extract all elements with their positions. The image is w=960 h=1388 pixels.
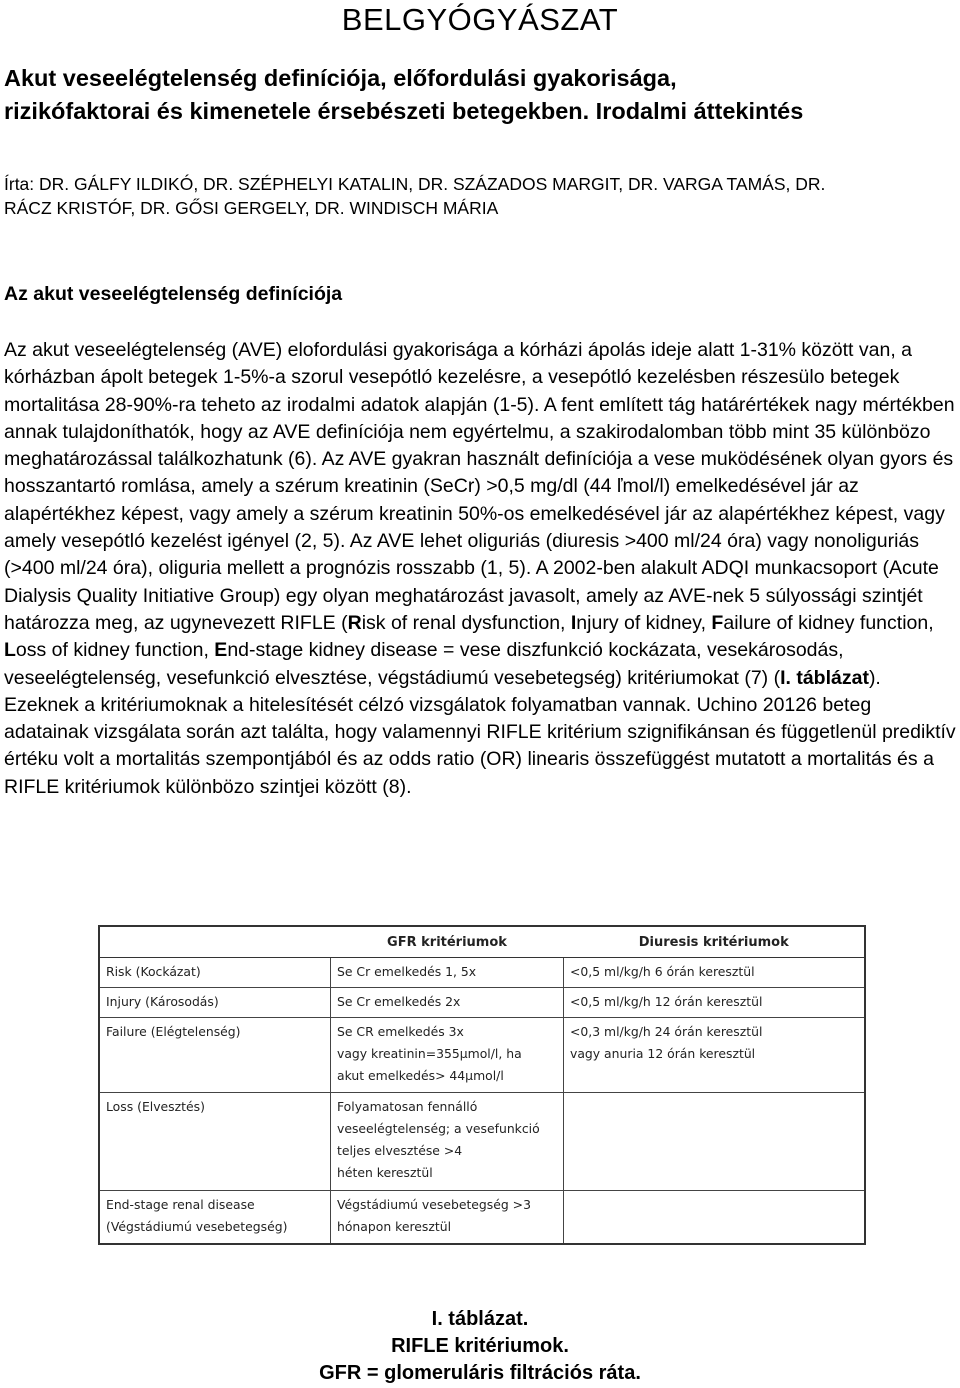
- paragraph-1-text: Az akut veseelégtelenség (AVE) elofordulási gyakorisága a kórházi ápolás ideje alatt 1-31% között van, a kórházban ápolt betegek 1-5%-a szorul vesepótló kezelésre, a vesepótló kezelésben részesülo betegek mortalitása 28-90%-ra teheto az irodalmi adatok alapján (1-5). A fent említett tág határértékek nagy mértékben annak tulajdoníthatók, hogy az AVE definíciója nem egyértelmu, a szakirodalomban több mint 35 különbözo meghatározással találkozhatunk (6). Az AVE gyakran használt definíciója a vese muködésének olyan gyors és hosszantartó romlása, amely a szérum kreatinin (SeCr) >0,5 mg/dl (44 ľmol/l) emelkedésével jár az alapértékhez képest, vagy amely a szérum kreatinin 50%-os emelkedésével jár az alapértékhez képest, vagy amely vesepótló kezelést igényel (2, 5). Az AVE lehet oliguriás (diuresis >400 ml/24 óra) vagy nonoliguriás (>400 ml/24 óra), oliguria mellett a prognózis rosszabb (1, 5). A 2002-ben alakult ADQI munkacsoport (Acute Dialysis Quality Initiative Group) egy olyan meghatározást javasolt, amely az AVE-nek 5 súlyossági szintjét határozza meg, az ugynevezett RIFLE (: [4, 339, 955, 634]
- table-cell-diuresis: [564, 1017, 865, 1092]
- rifle-letter-e: E: [214, 639, 228, 662]
- table-cell-line: héten keresztül: [337, 1165, 433, 1181]
- rifle-letter-f: F: [711, 611, 724, 634]
- table-cell-gfr: [331, 987, 564, 1017]
- table-row: [100, 1017, 864, 1092]
- table-caption: [0, 1306, 960, 1387]
- table-row: [100, 987, 864, 1017]
- paragraph-1-text: njury of kidney,: [576, 611, 712, 634]
- table-cell-line: teljes elvesztése >4: [337, 1143, 463, 1159]
- table-header-stage: [100, 927, 331, 958]
- article-title: [4, 62, 954, 128]
- article-title-line-1: Akut veseelégtelenség definíciója, előfordulási gyakorisága,: [4, 65, 677, 91]
- rifle-letter-l: L: [4, 639, 16, 662]
- table-cell-gfr: [331, 1191, 564, 1243]
- caption-line-3: GFR = glomeruláris filtrációs ráta.: [319, 1362, 641, 1384]
- table-cell-line: Se CR emelkedés 3x: [337, 1023, 464, 1039]
- table-cell-diuresis: [564, 1093, 865, 1191]
- table-cell-gfr: [331, 1093, 564, 1191]
- table-cell-line: Risk (Kockázat): [106, 964, 201, 979]
- table-header-diuresis: Diuresis kritériumok: [564, 927, 865, 958]
- article-body: [4, 337, 956, 801]
- table-cell-diuresis: [564, 987, 865, 1017]
- table-cell-diuresis: [564, 958, 865, 988]
- table-cell-line: <0,3 ml/kg/h 24 órán keresztül: [570, 1023, 763, 1039]
- rifle-letter-i: I: [570, 611, 577, 634]
- caption-line-1: I. táblázat.: [431, 1308, 529, 1330]
- section-heading: Az akut veseelégtelenség definíciója: [4, 283, 343, 305]
- table-cell-line: veseelégtelenség; a vesefunkció: [337, 1121, 540, 1137]
- table-cell-line: Loss (Elvesztés): [106, 1099, 205, 1115]
- table-cell-stage: [100, 987, 331, 1017]
- table-header-gfr: GFR kritériumok: [331, 927, 564, 958]
- author-line-1: Írta: DR. GÁLFY ILDIKÓ, DR. SZÉPHELYI KATALIN, DR. SZÁZADOS MARGIT, DR. VARGA TAMÁS, DR.: [4, 174, 826, 194]
- table-cell-line: End-stage renal disease: [106, 1197, 255, 1213]
- table-cell-gfr: [331, 958, 564, 988]
- table-cell-stage: [100, 958, 331, 988]
- table-cell-line: Injury (Károsodás): [106, 993, 219, 1009]
- author-list: [4, 172, 954, 220]
- rifle-table: [100, 927, 864, 1243]
- table-cell-stage: [100, 1093, 331, 1191]
- paragraph-2: Ezeknek a kritériumoknak a hitelesítését célzó vizsgálatok folyamatban vannak. Uchino 20126 beteg adatainak vizsgálata során azt találta, hogy valamennyi RIFLE kritérium szignifikánsan és függetlenül prediktív értéku volt a mortalitás szempontjából és az odds ratio (OR) linearis összefüggést mutatott a mortalitás és a RIFLE kritériumok különbözo szintjei között (8).: [4, 693, 956, 798]
- table-cell-line: (Végstádiumú vesebetegség): [106, 1219, 288, 1235]
- table-cell-line: Folyamatosan fennálló: [337, 1099, 478, 1115]
- table-cell-line: Se Cr emelkedés 1, 5x: [337, 964, 477, 979]
- table-cell-line: <0,5 ml/kg/h 6 órán keresztül: [570, 964, 755, 979]
- table-cell-line: akut emelkedés> 44µmol/l: [337, 1067, 504, 1083]
- caption-line-2: RIFLE kritériumok.: [391, 1335, 569, 1357]
- paragraph-1: [4, 337, 956, 692]
- table-cell-line: Se Cr emelkedés 2x: [337, 993, 461, 1009]
- table-cell-line: vagy anuria 12 órán keresztül: [570, 1045, 756, 1061]
- journal-section-title: BELGYÓGYÁSZAT: [341, 2, 619, 37]
- table-cell-gfr: [331, 1017, 564, 1092]
- table-cell-line: <0,5 ml/kg/h 12 órán keresztül: [570, 993, 763, 1009]
- paragraph-1-text: nd-stage kidney disease = vese diszfunkció kockázata, vesekárosodás, veseelégtelenség, vesefunkció elvesztése, végstádiumú vesebetegség) kritériumokat (7) (: [4, 639, 844, 689]
- author-line-2: RÁCZ KRISTÓF, DR. GŐSI GERGELY, DR. WINDISCH MÁRIA: [4, 198, 499, 218]
- table-cell-diuresis: [564, 1191, 865, 1243]
- rifle-criteria-table: [98, 925, 866, 1245]
- rifle-letter-r: R: [347, 611, 362, 634]
- table-cell-line: Failure (Elégtelenség): [106, 1023, 241, 1039]
- table-row: [100, 958, 864, 988]
- paragraph-1-text: ).: [868, 666, 881, 689]
- table-header-row: [100, 927, 864, 958]
- table-cell-stage: [100, 1017, 331, 1092]
- table-reference: I. táblázat: [780, 666, 869, 689]
- table-row: [100, 1191, 864, 1243]
- table-cell-line: hónapon keresztül: [337, 1219, 452, 1235]
- article-title-line-2: rizikófaktorai és kimenetele érsebészeti betegekben. Irodalmi áttekintés: [4, 98, 804, 124]
- table-cell-line: Végstádiumú vesebetegség >3: [337, 1197, 531, 1213]
- paragraph-1-text: oss of kidney function,: [15, 639, 215, 662]
- table-cell-line: vagy kreatinin=355µmol/l, ha: [337, 1045, 522, 1061]
- table-row: [100, 1093, 864, 1191]
- paragraph-1-text: ailure of kidney function,: [723, 611, 934, 634]
- paragraph-1-text: isk of renal dysfunction,: [361, 611, 571, 634]
- table-cell-stage: [100, 1191, 331, 1243]
